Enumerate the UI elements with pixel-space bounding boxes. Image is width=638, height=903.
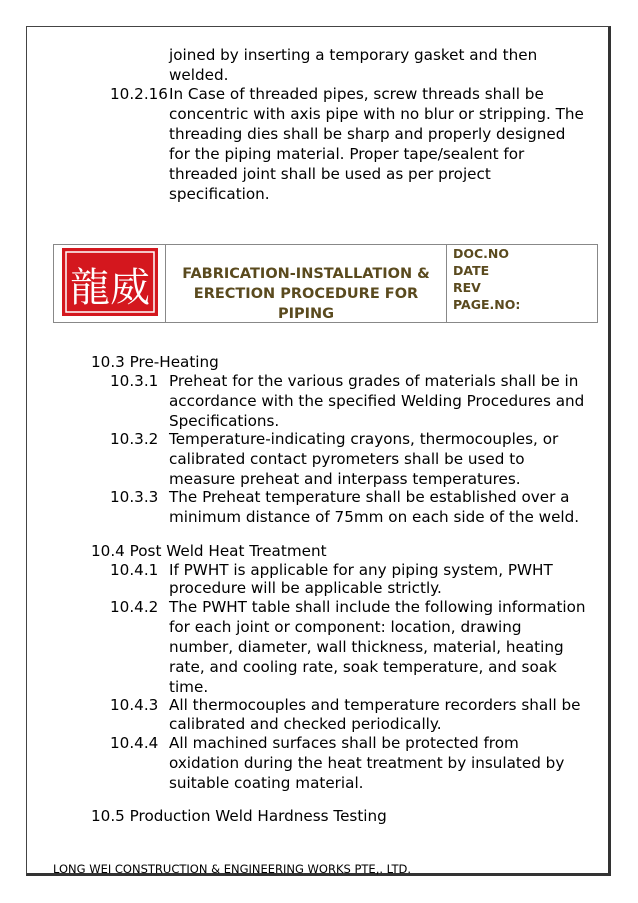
footer-company: LONG WEI CONSTRUCTION & ENGINEERING WORKS PTE,. LTD. — [53, 862, 412, 876]
date-label: DATE — [453, 263, 490, 278]
clause-line: threading dies shall be sharp and properly designed — [169, 125, 566, 143]
clause-line: In Case of threaded pipes, screw threads shall be — [169, 85, 544, 103]
clause-number: 10.3.2 — [110, 430, 159, 448]
clause-number: 10.4.2 — [110, 598, 159, 616]
clause-line: procedure will be applicable strictly. — [169, 579, 442, 597]
clause-line: oxidation during the heat treatment by insulated by — [169, 754, 565, 772]
continuation-line: joined by inserting a temporary gasket and then — [169, 46, 538, 64]
document-header-table — [53, 244, 598, 323]
logo-text: 龍威 — [70, 265, 150, 311]
clause-line: calibrated and checked periodically. — [169, 715, 442, 733]
logo-cell — [54, 245, 166, 322]
doc-title-line: ERECTION PROCEDURE FOR — [193, 286, 419, 302]
company-logo-seal — [54, 245, 165, 322]
clause-number: 10.4.3 — [110, 696, 159, 714]
doc-title-line: FABRICATION-INSTALLATION & — [182, 266, 430, 282]
clause-line: Specifications. — [169, 412, 280, 430]
clause-line: minimum distance of 75mm on each side of the weld. — [169, 508, 580, 526]
clause-line: All machined surfaces shall be protected from — [169, 734, 519, 752]
clause-line: rate, and cooling rate, soak temperature, and soak — [169, 658, 557, 676]
clause-number: 10.3.1 — [110, 372, 159, 390]
section-heading: 10.4 Post Weld Heat Treatment — [91, 542, 327, 560]
clause-line: calibrated contact pyrometers shall be used to — [169, 450, 525, 468]
clause-line: for the piping material. Proper tape/sealent for — [169, 145, 525, 163]
page-no-label: PAGE.NO: — [453, 297, 521, 312]
clause-line: accordance with the specified Welding Procedures and — [169, 392, 585, 410]
clause-line: specification. — [169, 185, 270, 203]
rev-label: REV — [453, 280, 481, 295]
continuation-line: welded. — [169, 66, 229, 84]
clause-line: concentric with axis pipe with no blur or stripping. The — [169, 105, 584, 123]
meta-cell — [447, 245, 597, 322]
clause-number: 10.3.3 — [110, 488, 159, 506]
clause-number: 10.2.16 — [110, 85, 168, 103]
clause-line: number, diameter, wall thickness, material, heating — [169, 638, 564, 656]
clause-line: If PWHT is applicable for any piping system, PWHT — [169, 561, 553, 579]
clause-number: 10.4.1 — [110, 561, 159, 579]
clause-line: for each joint or component: location, drawing — [169, 618, 522, 636]
clause-line: suitable coating material. — [169, 774, 364, 792]
title-cell — [166, 245, 447, 322]
section-heading: 10.3 Pre-Heating — [91, 353, 219, 371]
clause-line: threaded joint shall be used as per project — [169, 165, 491, 183]
doc-title-line: PIPING — [277, 306, 335, 322]
section-heading: 10.5 Production Weld Hardness Testing — [91, 807, 387, 825]
clause-line: Preheat for the various grades of materials shall be in — [169, 372, 579, 390]
clause-line: measure preheat and interpass temperatures. — [169, 470, 521, 488]
clause-line: Temperature-indicating crayons, thermocouples, or — [169, 430, 559, 448]
clause-line: The Preheat temperature shall be established over a — [169, 488, 570, 506]
doc-no-label: DOC.NO — [453, 246, 510, 261]
clause-line: The PWHT table shall include the following information — [169, 598, 586, 616]
clause-line: All thermocouples and temperature recorders shall be — [169, 696, 581, 714]
clause-line: time. — [169, 678, 209, 696]
clause-number: 10.4.4 — [110, 734, 159, 752]
